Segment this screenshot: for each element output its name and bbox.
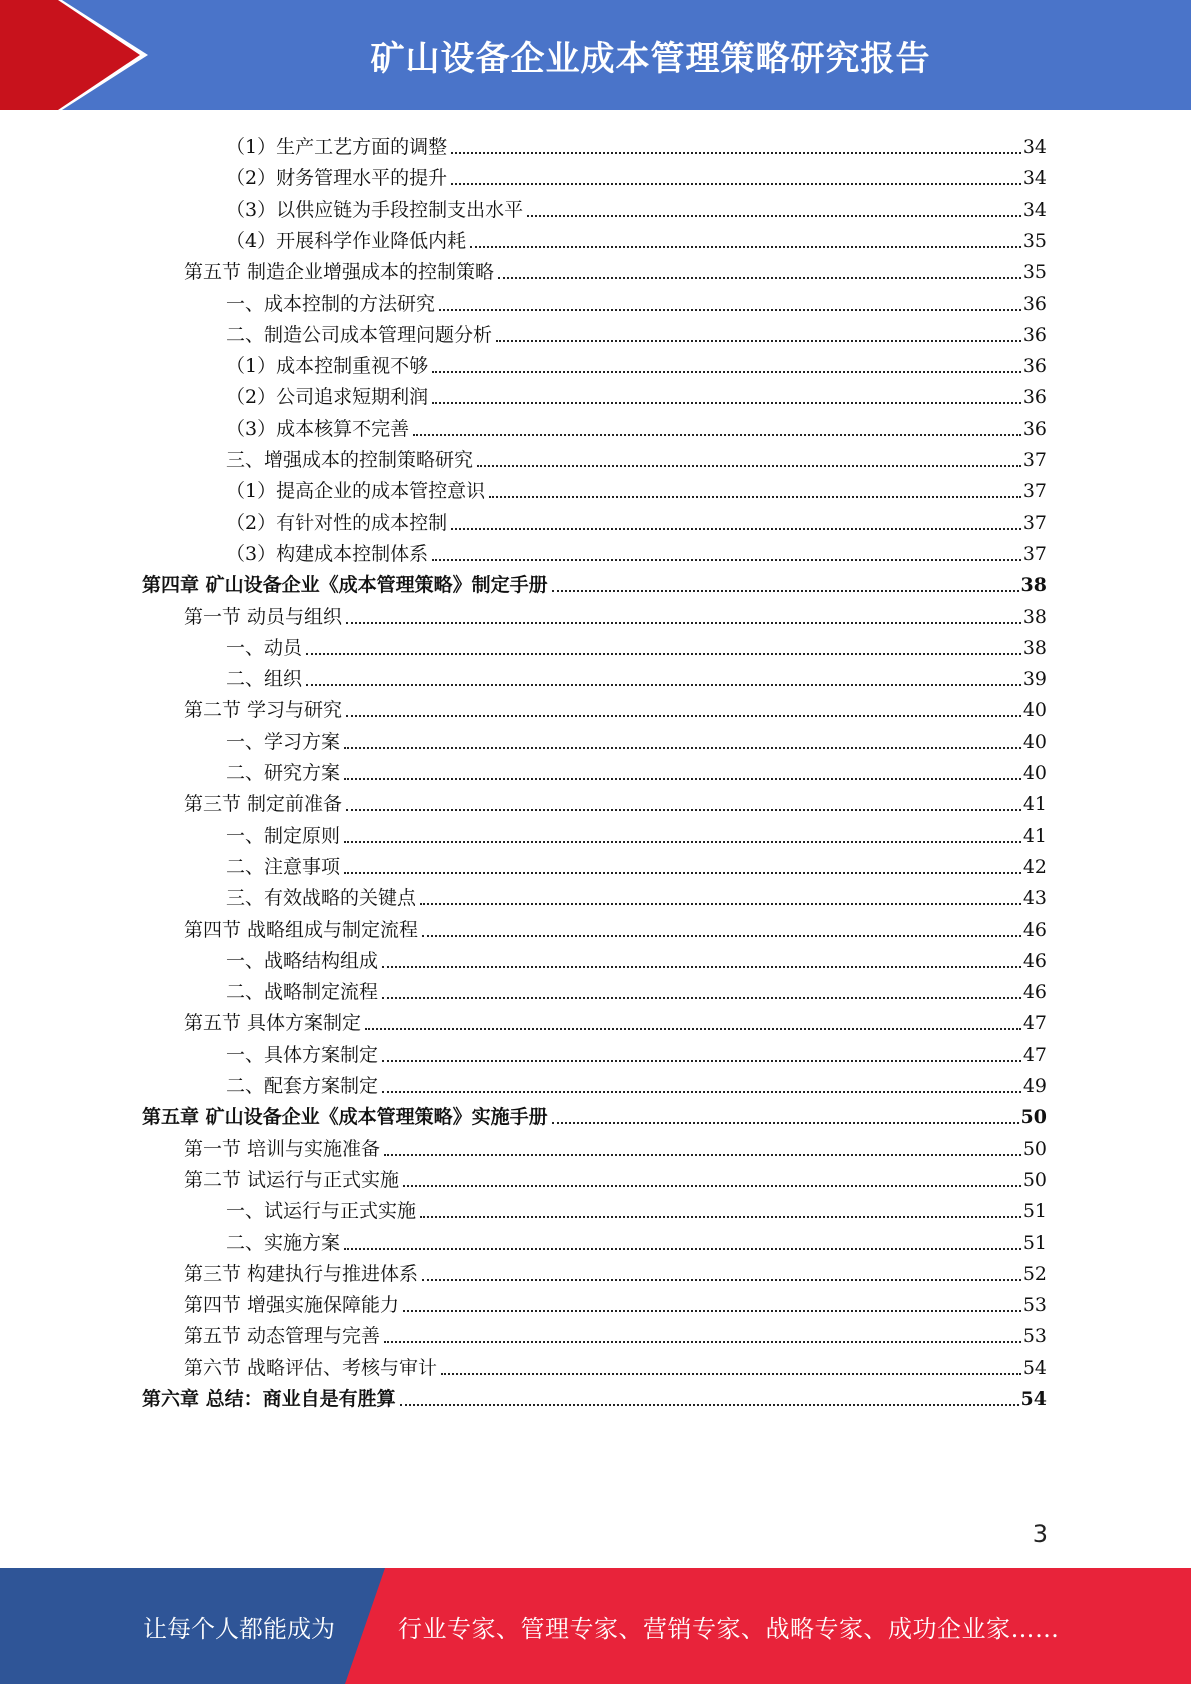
toc-entry[interactable] xyxy=(226,378,1047,409)
toc-entry[interactable] xyxy=(226,879,1047,910)
dot-leader xyxy=(346,622,1021,624)
dot-leader xyxy=(306,684,1021,686)
toc-entry-title: 一、制定原则 xyxy=(226,824,341,847)
dot-leader xyxy=(346,715,1021,717)
footer-slogan-right: 行业专家、管理专家、营销专家、战略专家、成功企业家…… xyxy=(398,1614,1060,1643)
toc-entry[interactable] xyxy=(184,911,1047,942)
toc-entry-title: 一、战略结构组成 xyxy=(226,949,379,972)
dot-leader xyxy=(451,183,1021,185)
toc-entry-page: 38 xyxy=(1022,605,1047,628)
dot-leader xyxy=(527,215,1021,217)
dot-leader xyxy=(413,434,1021,436)
toc-entry-page: 51 xyxy=(1022,1231,1047,1254)
toc-entry-page: 40 xyxy=(1022,762,1047,784)
toc-entry-title: 第六节 战略评估、考核与审计 xyxy=(184,1356,438,1379)
toc-entry-title: （3）以供应链为手段控制支出水平 xyxy=(226,198,524,221)
dot-leader xyxy=(432,402,1021,404)
toc-entry[interactable] xyxy=(226,973,1047,1004)
toc-entry-page: 34 xyxy=(1022,167,1047,190)
toc-entry-title: 第一节 培训与实施准备 xyxy=(184,1137,381,1160)
dot-leader xyxy=(403,1185,1021,1187)
toc-entry-title: 一、成本控制的方法研究 xyxy=(226,292,436,315)
toc-entry[interactable] xyxy=(184,691,1047,722)
toc-entry-title: 二、实施方案 xyxy=(226,1231,341,1254)
toc-entry[interactable] xyxy=(226,1192,1047,1223)
toc-entry[interactable] xyxy=(226,660,1047,691)
dot-leader xyxy=(439,309,1021,311)
toc-entry-title: 二、注意事项 xyxy=(226,855,341,878)
toc-entry-page: 36 xyxy=(1022,417,1047,440)
toc-entry-page: 36 xyxy=(1022,386,1047,409)
toc-entry[interactable] xyxy=(226,1036,1047,1067)
toc-entry-title: 第二节 试运行与正式实施 xyxy=(184,1168,400,1191)
dot-leader xyxy=(496,340,1021,342)
toc-entry[interactable] xyxy=(226,848,1047,879)
toc-entry-page: 49 xyxy=(1022,1075,1047,1097)
toc-entry-title: 一、试运行与正式实施 xyxy=(226,1200,417,1223)
dot-leader xyxy=(477,465,1021,467)
dot-leader xyxy=(344,841,1021,843)
toc-entry-page: 46 xyxy=(1022,949,1047,972)
dot-leader xyxy=(552,1122,1019,1124)
dot-leader xyxy=(344,872,1021,874)
toc-entry-title: 二、战略制定流程 xyxy=(226,981,379,1004)
toc-entry-title: 第六章 总结：商业自是有胜算 xyxy=(142,1388,396,1410)
toc-entry[interactable] xyxy=(226,1067,1047,1098)
toc-entry-page: 52 xyxy=(1022,1262,1047,1285)
toc-entry-page: 35 xyxy=(1022,229,1047,252)
toc-entry[interactable] xyxy=(226,817,1047,848)
toc-entry-page: 38 xyxy=(1022,636,1047,659)
toc-entry-page: 36 xyxy=(1022,355,1047,378)
toc-entry-title: 三、有效战略的关键点 xyxy=(226,887,417,910)
toc-entry-title: 第五节 制造企业增强成本的控制策略 xyxy=(184,261,495,284)
report-title: 矿山设备企业成本管理策略研究报告 xyxy=(370,38,931,79)
dot-leader xyxy=(498,277,1021,279)
toc-entry-page: 41 xyxy=(1022,793,1047,816)
toc-entry[interactable] xyxy=(226,316,1047,347)
toc-entry[interactable] xyxy=(226,504,1047,535)
toc-entry[interactable] xyxy=(142,566,1047,597)
toc-entry-page: 51 xyxy=(1022,1200,1047,1223)
toc-entry[interactable] xyxy=(226,472,1047,503)
toc-entry[interactable] xyxy=(184,253,1047,284)
toc-entry-title: （2）有针对性的成本控制 xyxy=(226,511,448,534)
toc-entry[interactable] xyxy=(226,222,1047,253)
dot-leader xyxy=(306,653,1021,655)
dot-leader xyxy=(552,590,1019,592)
toc-entry[interactable] xyxy=(184,598,1047,629)
toc-entry[interactable] xyxy=(226,723,1047,754)
dot-leader xyxy=(382,997,1021,999)
toc-entry-page: 41 xyxy=(1022,824,1047,847)
toc-entry-page: 46 xyxy=(1022,981,1047,1004)
toc-entry-title: 第五章 矿山设备企业《成本管理策略》实施手册 xyxy=(142,1106,548,1129)
toc-entry-title: 第一节 动员与组织 xyxy=(184,605,343,628)
footer-slogan-left: 让每个人都能成为 xyxy=(143,1614,335,1643)
page-footer xyxy=(0,1568,1191,1684)
dot-leader xyxy=(365,1028,1021,1030)
toc-entry-page: 34 xyxy=(1022,198,1047,221)
page-header xyxy=(0,0,1191,110)
toc-entry[interactable] xyxy=(184,1130,1047,1161)
toc-entry-page: 53 xyxy=(1022,1294,1047,1317)
page-number: 3 xyxy=(1032,1520,1048,1548)
dot-leader xyxy=(441,1373,1021,1375)
toc-entry[interactable] xyxy=(184,1349,1047,1380)
dot-leader xyxy=(403,1310,1021,1312)
toc-entry[interactable] xyxy=(226,754,1047,785)
dot-leader xyxy=(400,1404,1019,1406)
toc-entry-title: 第三节 构建执行与推进体系 xyxy=(184,1262,419,1285)
dot-leader xyxy=(432,559,1021,561)
toc-entry[interactable] xyxy=(226,942,1047,973)
toc-entry-page: 37 xyxy=(1022,542,1047,565)
toc-entry-page: 40 xyxy=(1022,699,1047,722)
toc-entry-page: 36 xyxy=(1022,323,1047,346)
toc-entry-title: 第三节 制定前准备 xyxy=(184,793,343,816)
toc-entry-title: （2）财务管理水平的提升 xyxy=(226,167,448,190)
dot-leader xyxy=(420,903,1021,905)
toc-entry[interactable] xyxy=(226,629,1047,660)
dot-leader xyxy=(489,496,1021,498)
dot-leader xyxy=(422,935,1021,937)
toc-entry[interactable] xyxy=(184,1004,1047,1035)
toc-entry-page: 34 xyxy=(1022,136,1047,158)
dot-leader xyxy=(346,809,1021,811)
toc-entry-page: 54 xyxy=(1022,1356,1047,1379)
toc-entry-page: 47 xyxy=(1022,1012,1047,1035)
toc-entry[interactable] xyxy=(226,441,1047,472)
toc-entry-title: 第四章 矿山设备企业《成本管理策略》制定手册 xyxy=(142,574,548,597)
toc-entry-page: 35 xyxy=(1022,261,1047,284)
toc-entry-title: 第四节 战略组成与制定流程 xyxy=(184,918,419,941)
toc-entry-title: 二、制造公司成本管理问题分析 xyxy=(226,323,493,346)
dot-leader xyxy=(451,152,1021,154)
toc-entry[interactable] xyxy=(184,1161,1047,1192)
dot-leader xyxy=(344,1248,1021,1250)
toc-entry[interactable] xyxy=(226,410,1047,441)
toc-entry[interactable] xyxy=(226,159,1047,190)
toc-entry-title: （3）成本核算不完善 xyxy=(226,417,410,440)
dot-leader xyxy=(382,1060,1021,1062)
toc-entry-title: 第五节 具体方案制定 xyxy=(184,1012,362,1035)
toc-entry[interactable] xyxy=(226,285,1047,316)
toc-entry[interactable] xyxy=(226,535,1047,566)
toc-entry[interactable] xyxy=(184,1317,1047,1348)
dot-leader xyxy=(432,371,1021,373)
toc-entry[interactable] xyxy=(226,1224,1047,1255)
toc-entry[interactable] xyxy=(226,191,1047,222)
dot-leader xyxy=(344,747,1021,749)
toc-entry-title: 二、组织 xyxy=(226,668,303,691)
toc-entry-page: 50 xyxy=(1022,1137,1047,1160)
toc-entry[interactable] xyxy=(142,1098,1047,1129)
toc-entry-title: 一、具体方案制定 xyxy=(226,1043,379,1066)
toc-entry-page: 50 xyxy=(1020,1106,1047,1129)
toc-entry-title: （3）构建成本控制体系 xyxy=(226,542,429,565)
toc-entry-title: 二、研究方案 xyxy=(226,762,341,784)
toc-entry-page: 39 xyxy=(1022,668,1047,691)
toc-entry[interactable] xyxy=(184,1255,1047,1286)
toc-entry-title: （1）生产工艺方面的调整 xyxy=(226,136,448,158)
dot-leader xyxy=(470,246,1021,248)
toc-entry-page: 38 xyxy=(1020,574,1047,597)
toc-entry-title: 一、动员 xyxy=(226,636,303,659)
toc-entry-title: 二、配套方案制定 xyxy=(226,1075,379,1097)
toc-entry-title: 第四节 增强实施保障能力 xyxy=(184,1294,400,1317)
toc-entry[interactable] xyxy=(226,347,1047,378)
toc-entry-page: 37 xyxy=(1022,480,1047,503)
dot-leader xyxy=(384,1341,1021,1343)
toc-entry-title: 三、增强成本的控制策略研究 xyxy=(226,449,474,471)
toc-entry-page: 43 xyxy=(1022,887,1047,910)
toc-entry-page: 36 xyxy=(1022,292,1047,315)
toc-entry-title: （1）提高企业的成本管控意识 xyxy=(226,480,486,503)
toc-entry-title: 第五节 动态管理与完善 xyxy=(184,1325,381,1348)
toc-entry-page: 37 xyxy=(1022,449,1047,471)
toc-entry-title: （1）成本控制重视不够 xyxy=(226,355,429,378)
toc-entry-page: 53 xyxy=(1022,1325,1047,1348)
toc-entry-page: 47 xyxy=(1022,1043,1047,1066)
dot-leader xyxy=(420,1216,1021,1218)
toc-entry-title: 第二节 学习与研究 xyxy=(184,699,343,722)
toc-entry-page: 40 xyxy=(1022,730,1047,753)
toc-entry[interactable] xyxy=(184,785,1047,816)
dot-leader xyxy=(384,1154,1021,1156)
dot-leader xyxy=(451,528,1021,530)
toc-entry-page: 37 xyxy=(1022,511,1047,534)
dot-leader xyxy=(382,966,1021,968)
toc-entry-page: 46 xyxy=(1022,918,1047,941)
toc-entry-page: 54 xyxy=(1020,1388,1047,1410)
dot-leader xyxy=(422,1279,1021,1281)
toc-entry[interactable] xyxy=(142,1380,1047,1411)
dot-leader xyxy=(344,778,1021,780)
toc-entry-page: 50 xyxy=(1022,1168,1047,1191)
toc-entry-title: （2）公司追求短期利润 xyxy=(226,386,429,409)
dot-leader xyxy=(382,1091,1021,1093)
toc-entry[interactable] xyxy=(226,128,1047,159)
toc-entry-title: （4）开展科学作业降低内耗 xyxy=(226,229,467,252)
toc-entry-page: 42 xyxy=(1022,855,1047,878)
toc-entry-title: 一、学习方案 xyxy=(226,730,341,753)
toc-entry[interactable] xyxy=(184,1286,1047,1317)
